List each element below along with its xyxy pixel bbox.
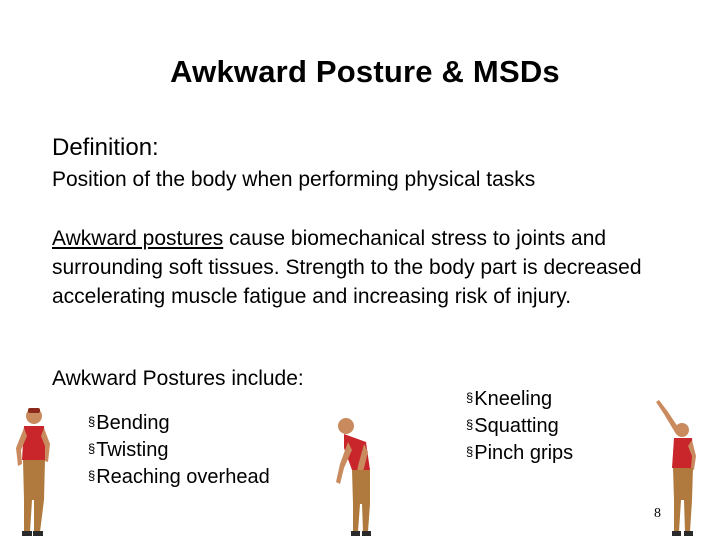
- list-item: §Squatting: [466, 415, 559, 437]
- bullet-icon: §: [466, 390, 474, 405]
- list-item: §Pinch grips: [466, 442, 574, 464]
- bullet-icon: §: [466, 417, 474, 432]
- posture-list-right: [466, 385, 573, 466]
- page-number: 8: [654, 506, 661, 521]
- bullet-icon: §: [466, 444, 474, 459]
- definition-heading: Definition:: [52, 134, 159, 161]
- underlined-term: Awkward postures: [52, 227, 224, 250]
- slide-title: Awkward Posture & MSDs: [170, 54, 560, 89]
- posture-list-left: [88, 409, 270, 490]
- bending-worker-illustration: [330, 414, 380, 540]
- list-item: §Reaching overhead: [88, 466, 270, 488]
- list-item: §Twisting: [88, 439, 169, 461]
- bullet-icon: §: [88, 468, 96, 483]
- list-item: §Kneeling: [466, 388, 553, 410]
- paragraph-body: cause biomechanical stress to joints and surrounding soft tissues. Strength to the body part is decreased accelerating muscle fatigue and increasing risk of injury.: [52, 227, 642, 308]
- posture-paragraph: [52, 224, 672, 311]
- bullet-icon: §: [88, 441, 96, 456]
- includes-heading: Awkward Postures include:: [52, 367, 304, 390]
- bullet-icon: §: [88, 414, 96, 429]
- list-item: §Bending: [88, 412, 170, 434]
- standing-worker-illustration: [12, 404, 52, 540]
- definition-text: Position of the body when performing physical tasks: [52, 168, 536, 191]
